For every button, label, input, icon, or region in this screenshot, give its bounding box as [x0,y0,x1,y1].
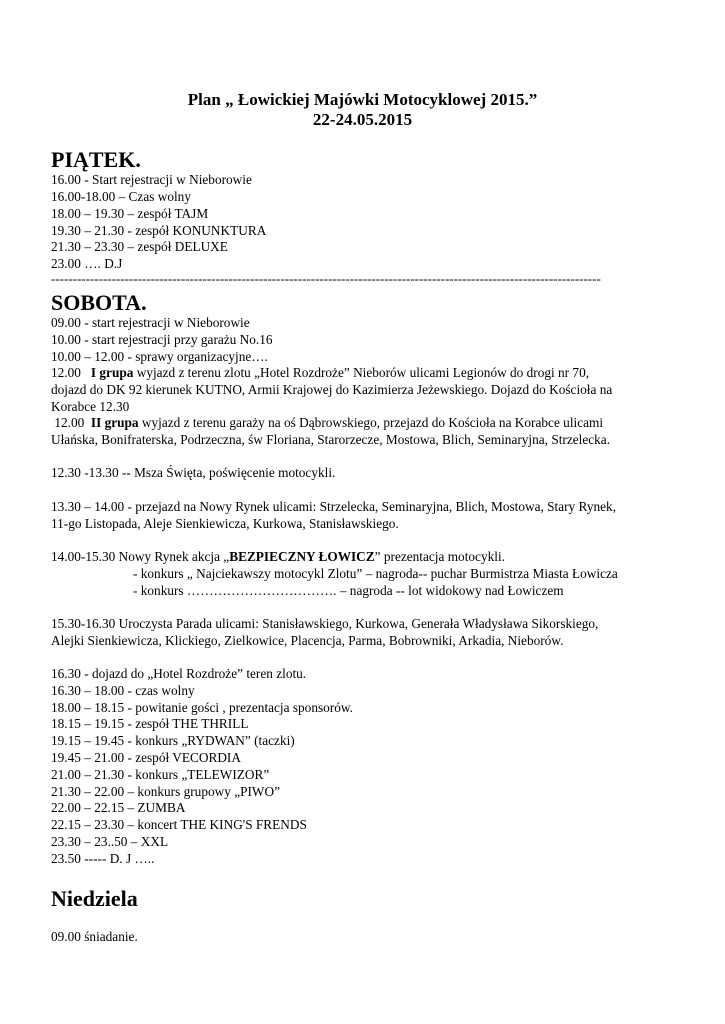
saturday-item-event [51,549,505,565]
document-dates: 22-24.05.2015 [312,110,413,129]
saturday-item: Ułańska, Bonifraterska, Podrzeczna, św Floriana, Starorzecze, Mostowa, Blich, Seminaryjna, Strzelecka. [51,432,611,447]
saturday-item-mass: 12.30 -13.30 -- Msza Święta, poświęcenie motocykli. [51,465,336,480]
friday-item: 16.00-18.00 – Czas wolny [51,189,191,204]
saturday-item: Alejki Sienkiewicza, Klickiego, Zielkowice, Placencja, Parma, Bobrowniki, Arkadia, Nieborów. [51,633,564,648]
group2-route: wyjazd z terenu garaży na oś Dąbrowskiego, przejazd do Kościoła na Korabce ulicami [141,415,604,430]
saturday-item: 09.00 - start rejestracji w Nieborowie [51,315,250,330]
saturday-item: 21.00 – 21.30 - konkurs „TELEWIZOR” [51,767,270,782]
group1-route: wyjazd z terenu zlotu „Hotel Rozdroże” Nieborów ulicami Legionów do drogi nr 70, [136,365,590,380]
separator-line: ------------------------------------------------------------------------------------------------------------------------------- [51,272,601,286]
friday-item: 19.30 – 21.30 - zespół KONUNKTURA [51,223,267,238]
time-label: 12.00 [51,365,81,380]
saturday-item: 19.45 – 21.00 - zespół VECORDIA [51,750,241,765]
saturday-item: 11-go Listopada, Aleje Sienkiewicza, Kurkowa, Stanisławskiego. [51,516,399,531]
contest-item: - konkurs ……………………………. – nagroda -- lot widokowy nad Łowiczem [133,583,564,598]
document-title: Plan „ Łowickiej Majówki Motocyklowej 2015.” [187,90,538,109]
event-suffix: ” prezentacja motocykli. [374,549,505,564]
saturday-item: Korabce 12.30 [51,399,130,414]
friday-item: 16.00 - Start rejestracji w Nieborowie [51,172,252,187]
contest-item: - konkurs „ Najciekawszy motocykl Zlotu” – nagroda-- puchar Burmistrza Miasta Łowicza [133,566,618,581]
event-name: BEZPIECZNY ŁOWICZ [229,549,375,564]
saturday-item: 18.00 – 18.15 - powitanie gości , prezentacja sponsorów. [51,700,353,715]
saturday-item: dojazd do DK 92 kierunek KUTNO, Armii Krajowej do Kazimierza Jeżewskiego. Dojazd do Kościoła na [51,382,613,397]
saturday-item: 18.15 – 19.15 - zespół THE THRILL [51,716,249,731]
saturday-item: 22.00 – 22.15 – ZUMBA [51,800,186,815]
group2-label: II grupa [90,415,139,430]
saturday-item: 16.30 – 18.00 - czas wolny [51,683,195,698]
saturday-item: 16.30 - dojazd do „Hotel Rozdroże” teren zlotu. [51,666,307,681]
heading-saturday: SOBOTA. [51,290,147,315]
saturday-item: 15.30-16.30 Uroczysta Parada ulicami: Stanisławskiego, Kurkowa, Generała Władysława Sikorskiego, [51,616,599,631]
saturday-item: 13.30 – 14.00 - przejazd na Nowy Rynek ulicami: Strzelecka, Seminaryjna, Blich, Mostowa, Stary Rynek, [51,499,617,514]
friday-item: 18.00 – 19.30 – zespół TAJM [51,206,209,221]
saturday-item: 21.30 – 22.00 – konkurs grupowy „PIWO” [51,784,280,799]
sunday-item: 09.00 śniadanie. [51,929,138,944]
saturday-item: 22.15 – 23.30 – koncert THE KING'S FRENDS [51,817,307,832]
saturday-item: 10.00 – 12.00 - sprawy organizacyjne…. [51,349,268,364]
event-prefix: 14.00-15.30 Nowy Rynek akcja „ [51,549,230,564]
friday-item: 23.00 …. D.J [51,256,123,271]
friday-item: 21.30 – 23.30 – zespół DELUXE [51,239,228,254]
saturday-item: 10.00 - start rejestracji przy garażu No.16 [51,332,273,347]
time-label: 12.00 [54,415,85,430]
saturday-item-group2 [51,415,603,431]
saturday-item: 23.30 – 23..50 – XXL [51,834,169,849]
heading-friday: PIĄTEK. [51,147,141,172]
heading-sunday: Niedziela [51,886,138,911]
group1-label: I grupa [90,365,134,380]
saturday-item: 23.50 ----- D. J ….. [51,851,155,866]
saturday-item-group1 [51,365,589,381]
saturday-item: 19.15 – 19.45 - konkurs „RYDWAN” (taczki) [51,733,295,748]
